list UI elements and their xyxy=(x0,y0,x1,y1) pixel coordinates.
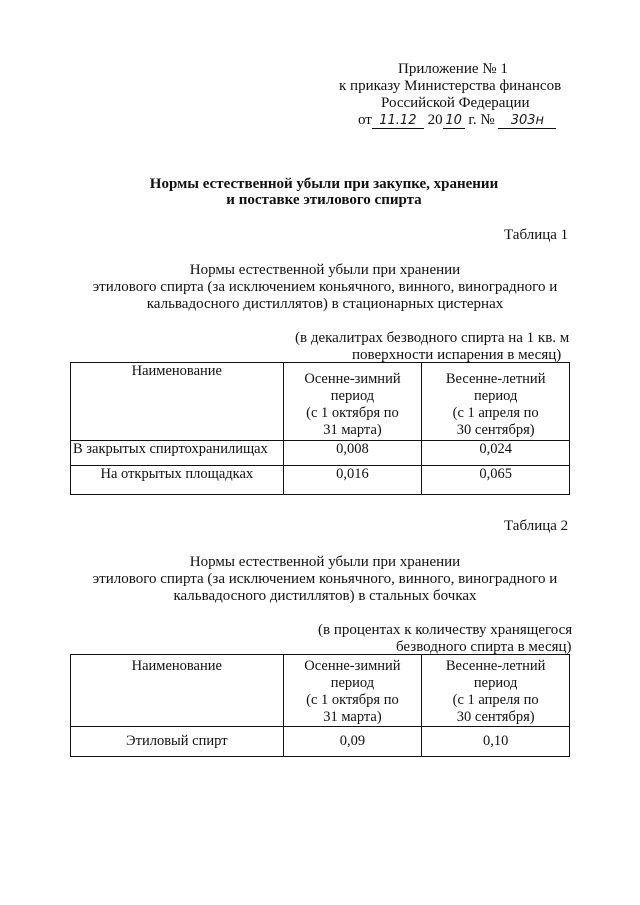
row-spring-value: 0,10 xyxy=(422,727,570,757)
table2-unit-line2: безводного спирта в месяц) xyxy=(396,639,572,655)
row-spring-value: 0,024 xyxy=(422,441,570,466)
table1-header-spring: Весенне-летний период (с 1 апреля по 30 сентября) xyxy=(422,363,570,441)
table2-caption-line3: кальвадосного дистиллятов) в стальных бочках xyxy=(173,588,477,604)
table1-caption-line2: этилового спирта (за исключением коньячного, винного, виноградного и xyxy=(92,279,558,295)
appendix-number: Приложение № 1 xyxy=(398,61,508,77)
row-autumn-value: 0,008 xyxy=(283,441,422,466)
table2-header-name: Наименование xyxy=(71,655,284,727)
handwritten-date: 11.12 xyxy=(372,114,424,129)
row-autumn-value: 0,09 xyxy=(283,727,422,757)
table1-caption-line3: кальвадосного дистиллятов) в стационарных цистернах xyxy=(146,296,504,312)
table1-header-autumn: Осенне-зимний период (с 1 октября по 31 марта) xyxy=(283,363,422,441)
table1-header-name: Наименование xyxy=(71,363,284,441)
year-suffix: г. № xyxy=(468,112,495,128)
order-date-line xyxy=(358,112,556,129)
table-row xyxy=(71,466,570,495)
table2-header-autumn: Осенне-зимний период (с 1 октября по 31 марта) xyxy=(283,655,422,727)
date-prefix: от xyxy=(358,112,372,128)
order-reference: к приказу Министерства финансов xyxy=(339,78,562,94)
table2-caption-line2: этилового спирта (за исключением коньячного, винного, виноградного и xyxy=(92,571,558,587)
table2-caption-line1: Нормы естественной убыли при хранении xyxy=(189,554,461,570)
table2 xyxy=(70,654,570,757)
row-name: В закрытых спиртохранилищах xyxy=(71,441,284,466)
table1-label: Таблица 1 xyxy=(504,227,569,243)
document-title-line1: Нормы естественной убыли при закупке, хранении xyxy=(149,176,499,192)
federation-line: Российской Федерации xyxy=(381,95,530,111)
table1-unit-line2: поверхности испарения в месяц) xyxy=(352,347,562,363)
table2-header-spring: Весенне-летний период (с 1 апреля по 30 сентября) xyxy=(422,655,570,727)
table1 xyxy=(70,362,570,495)
row-autumn-value: 0,016 xyxy=(283,466,422,495)
table2-header-row xyxy=(71,655,570,727)
table-row xyxy=(71,727,570,757)
table2-unit-line1: (в процентах к количеству хранящегося xyxy=(318,622,573,638)
table1-caption-line1: Нормы естественной убыли при хранении xyxy=(189,262,461,278)
row-name: Этиловый спирт xyxy=(71,727,284,757)
table-row xyxy=(71,441,570,466)
row-name: На открытых площадках xyxy=(71,466,284,495)
table2-label: Таблица 2 xyxy=(504,518,569,534)
table1-header-row xyxy=(71,363,570,441)
table1-unit-line1: (в декалитрах безводного спирта на 1 кв. м xyxy=(295,330,570,346)
document-title-line2: и поставке этилового спирта xyxy=(226,192,422,208)
handwritten-year: 10 xyxy=(443,114,465,129)
row-spring-value: 0,065 xyxy=(422,466,570,495)
handwritten-order-number: 303н xyxy=(498,114,556,129)
year-prefix: 20 xyxy=(427,112,443,128)
